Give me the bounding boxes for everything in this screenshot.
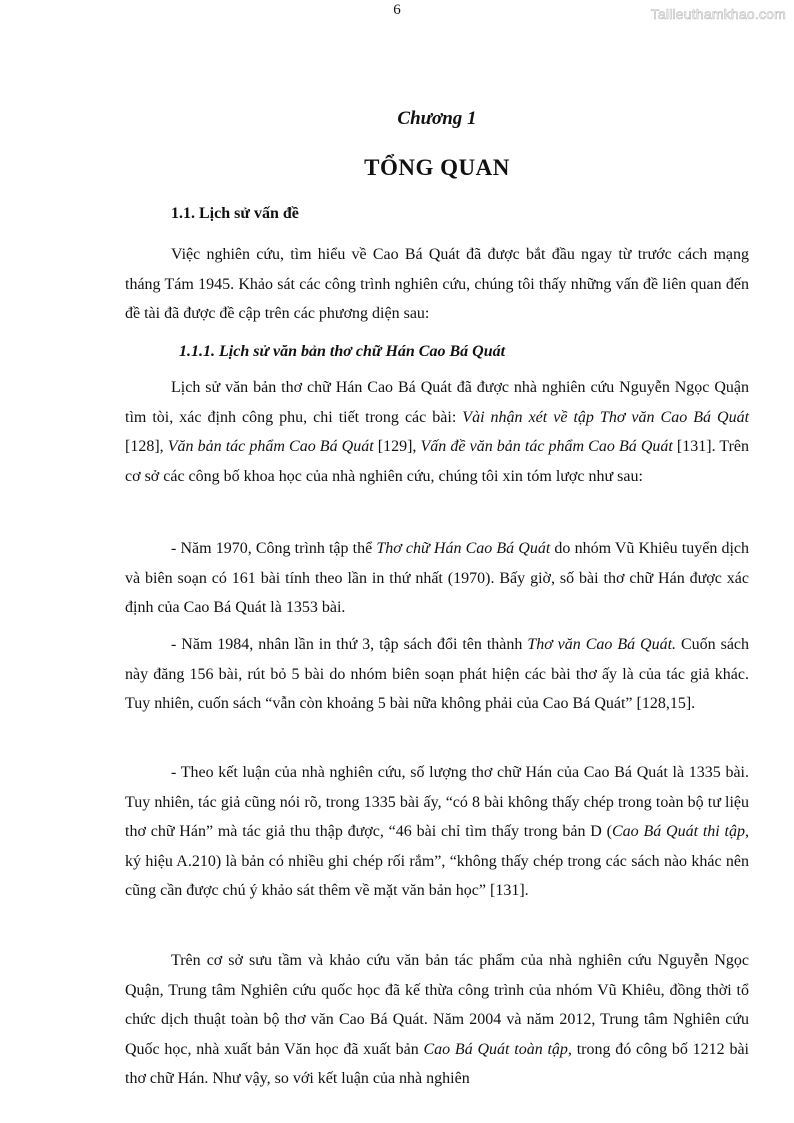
work-title: Cao Bá Quát thi tập, bbox=[611, 823, 749, 841]
page-number: 6 bbox=[393, 2, 401, 18]
text-segment: - Năm 1984, nhân lần in thứ 3, tập sách đổi tên thành bbox=[171, 636, 528, 653]
text-segment: - Theo kết luận của nhà nghiên cứu, số lượng thơ chữ Hán của Cao Bá Quát là 1335 bài. Tuy nhiên, tác giả cũng nói rõ, trong 1335 bài ấy, “có 8 bài không thấy chép trong toàn bộ tư liệu thơ chữ Hán” mà tác giả thu thập được, “46 bài chỉ tìm thấy trong bản D ( bbox=[125, 764, 749, 841]
paragraph-1984 bbox=[125, 630, 749, 719]
work-title: Vấn đề văn bản tác phẩm Cao Bá Quát bbox=[420, 438, 673, 456]
work-title: Thơ văn Cao Bá Quát. bbox=[527, 636, 677, 653]
text-segment: [129], bbox=[373, 438, 421, 456]
text-segment: - Năm 1970, Công trình tập thể bbox=[171, 540, 377, 557]
text-segment: trong đó công bố 1212 bài thơ chữ Hán. Như vậy, so với kết luận của nhà nghiên bbox=[125, 1040, 749, 1088]
text-segment: ký hiệu A.210) là bản có nhiều ghi chép rối rắm”, “không thấy chép trong các sách nào khác nên cũng cần được chú ý khảo sát thêm về mặt văn bản học” [131]. bbox=[125, 852, 749, 900]
paragraph-intro: Việc nghiên cứu, tìm hiểu về Cao Bá Quát đã được bắt đầu ngay từ trước cách mạng tháng Tám 1945. Khảo sát các công trình nghiên cứu, chúng tôi thấy những vấn đề liên quan đến đề tài đã được đề cập trên các phương diện sau: bbox=[125, 246, 749, 323]
chapter-label: Chương 1 bbox=[397, 108, 477, 129]
section-heading: 1.1. Lịch sử vấn đề bbox=[171, 205, 299, 222]
chapter-title: TỔNG QUAN bbox=[364, 155, 510, 180]
work-title: Cao Bá Quát toàn tập, bbox=[423, 1040, 572, 1058]
text-segment: Cuốn sách này đăng 156 bài, rút bỏ 5 bài do nhóm biên soạn phát hiện các bài thơ ấy là của tác giả khác. Tuy nhiên, cuốn sách “vẫn còn khoảng 5 bài nữa không phải của Cao Bá Quát” [128,15]. bbox=[125, 636, 750, 713]
watermark: Tailieuthamkhao.com bbox=[650, 6, 786, 22]
text-segment: [131]. Trên cơ sở các công bố khoa học của nhà nghiên cứu, chúng tôi xin tóm lược như sau: bbox=[125, 438, 750, 485]
work-title: Văn bản tác phẩm Cao Bá Quát bbox=[167, 438, 374, 456]
paragraph-institute bbox=[125, 946, 749, 1094]
work-title: Thơ chữ Hán Cao Bá Quát bbox=[376, 540, 551, 557]
paragraph-history bbox=[125, 373, 749, 491]
paragraph-conclusion bbox=[125, 758, 749, 906]
text-segment: [128], bbox=[125, 438, 168, 456]
work-title: Vài nhận xét về tập Thơ văn Cao Bá Quát bbox=[462, 408, 750, 426]
paragraph-1970 bbox=[125, 534, 749, 623]
subsection-heading: 1.1.1. Lịch sử văn bản thơ chữ Hán Cao Bá Quát bbox=[179, 343, 506, 360]
text-segment: do nhóm Vũ Khiêu tuyển dịch và biên soạn có 161 bài tính theo lần in thứ nhất (1970). Bấy giờ, số bài thơ chữ Hán được xác định của Cao Bá Quát là 1353 bài. bbox=[125, 540, 750, 617]
text-segment: Trên cơ sở sưu tầm và khảo cứu văn bản tác phẩm của nhà nghiên cứu Nguyễn Ngọc Quận, Trung tâm Nghiên cứu quốc học đã kế thừa công trình của nhóm Vũ Khiêu, đồng thời tổ chức dịch thuật toàn bộ thơ văn Cao Bá Quát. Năm 2004 và năm 2012, Trung tâm Nghiên cứu Quốc học, nhà xuất bản Văn học đã xuất bản bbox=[125, 952, 749, 1058]
text-segment: Lịch sử văn bản thơ chữ Hán Cao Bá Quát đã được nhà nghiên cứu Nguyễn Ngọc Quận tìm tòi, xác định công phu, chi tiết trong các bài: bbox=[125, 379, 749, 426]
